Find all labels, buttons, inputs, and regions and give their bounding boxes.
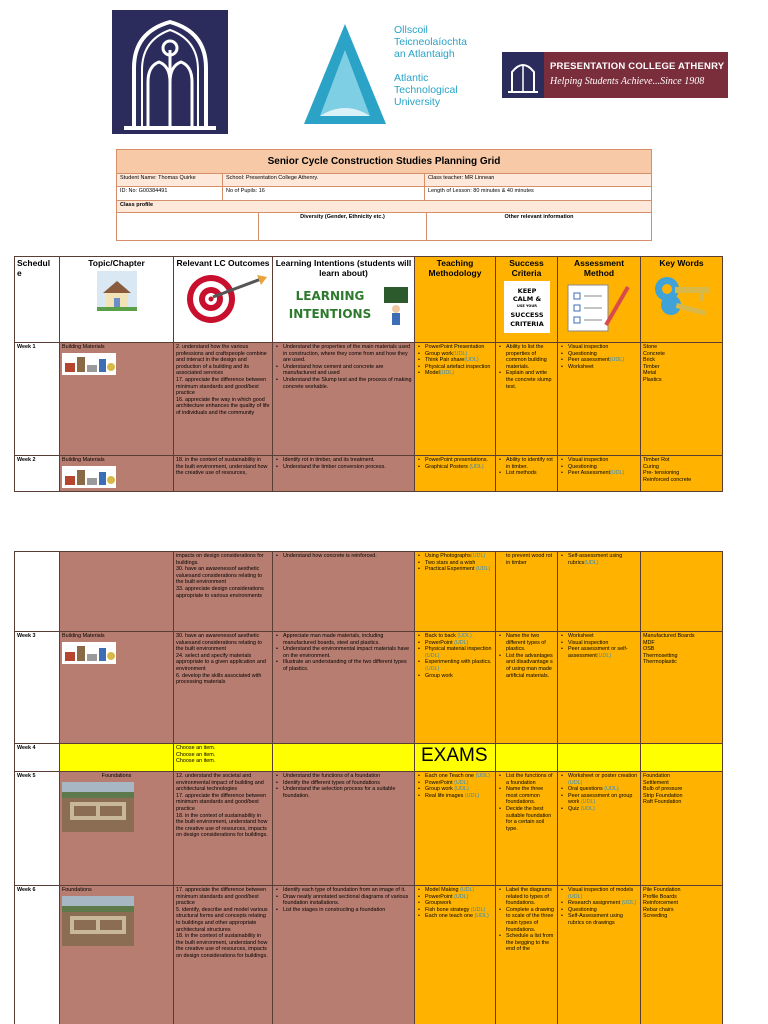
list-item: • Worksheet or poster creation (UDL) [560,773,638,786]
list-item: • Worksheet [560,364,638,371]
assessment-method-cell [558,552,641,632]
lc-outcomes-cell: 18. in the context of sustainability in the built environment, understand how the creative use of resources, [174,456,273,492]
success-criteria-cell [496,772,558,886]
assessment-method-cell [558,632,641,744]
success-criteria-cell [496,886,558,1024]
list-item: • PowerPoint presentations. [417,457,493,464]
week-label: Week 3 [15,632,60,744]
table-row [15,632,723,744]
topic-cell [60,632,174,744]
list-item: • Group work(UDL) [417,351,493,358]
lc-outcomes-cell: impacts on design considerations for buildings. 30. have an awarenessof aesthetic valuesand considerations relating to the built environment 33. appreciate design considerations appropriate to various environments [174,552,273,632]
topic-cell [60,552,174,632]
list-item: • Understand how concrete is reinforced. [275,553,412,560]
lc-outcomes-cell: Choose an item. Choose an item. Choose an item. [174,744,273,772]
success-criteria-cell [496,343,558,456]
learning-intentions-cell [273,744,415,772]
header-assessment-method: Assessment Method [558,257,641,343]
header-schedule: Schedul e [15,257,60,343]
list-item: • Visual inspection [560,344,638,351]
lc-outcomes-cell: 12. understand the societal and environmental impact of building and architectural technologies 17. appreciate the difference between minimum standards and good/best practice 18. in the context of sustainability in the built environment, understand how the creative use of resources, impacts on design considerations for buildings. [174,772,273,886]
list-item: • Ability to list the properties of common building materials. [498,344,555,370]
list-item: • Peer assessment on group work (UDL) [560,793,638,806]
exams-label: EXAMS [421,745,488,766]
topic-cell [60,772,174,886]
assessment-method-cell [558,456,641,492]
list-item: • Physical artefact inspection [417,364,493,371]
list-item: • Worksheet [560,633,638,640]
list-item: • PowerPoint (UDL) [417,894,493,901]
building-materials-thumbnail [62,466,116,488]
lc-outcomes-cell: 17. appreciate the difference between minimum standards and good/best practice 5. identify, describe and model various structural forms and concepts relating to buildings and other appropriate architectural structures 18. in the context of sustainability in the built environment, understand how the creative use of resources, impacts on design considerations for buildings. [174,886,273,1024]
list-item: • Understand the functions of a foundation [275,773,412,780]
list-item: • Understand the Slump test and the process of making concrete workable. [275,377,412,390]
learning-intentions-cell [273,456,415,492]
assessment-clipboard-icon [562,281,636,333]
topic-cell [60,886,174,1024]
list-item: • Quiz (UDL) [560,806,638,813]
topic-label: Foundations [101,773,132,779]
list-item: • Groupwork [417,900,493,907]
table-row [15,343,723,456]
topic-label: Foundations [62,887,92,893]
svg-text:INTENTIONS: INTENTIONS [288,307,371,321]
week-label: Week 2 [15,456,60,492]
atu-logo [300,20,480,130]
week-label: Week 5 [15,772,60,886]
list-item: • Questioning [560,464,638,471]
list-item: • Complete a drawing to scale of the three main types of foundations. [498,907,555,933]
learning-intentions-cell [273,343,415,456]
success-criteria-cell [496,456,558,492]
week-label: Week 4 [15,744,60,772]
teaching-methodology-cell [415,772,496,886]
list-item: • Group work [417,673,493,680]
class-profile-blank [117,213,259,240]
svg-text:KEEP: KEEP [517,287,536,295]
foundation-site-photo [62,896,134,946]
header-learning-intentions: Learning Intentions (students will learn about) LEARNING INTENTIONS [273,257,415,343]
list-item: • Real life images (UDL) [417,793,493,800]
exams-cell [415,744,496,772]
gothic-window-logo [112,10,228,134]
teaching-methodology-cell [415,343,496,456]
id-number: ID: No: G00384491 [117,187,223,200]
list-item: • Physical material inspection (UDL) [417,646,493,659]
table-header-row [15,257,723,343]
list-item: • Understand the properties of the main materials used in construction, where they come from and how they are used. [275,344,412,364]
list-item: • Draw neatly annotated sectional diagrams of various foundation installations. [275,894,412,907]
lesson-length: Length of Lesson: 80 minutes & 40 minutes [428,188,534,194]
college-tagline: Helping Students Achieve...Since 1908 [550,76,705,87]
student-name: Student Name: Thomas Quirke [117,174,223,186]
list-item: • Self-assessment using rubrics(UDL) [560,553,638,566]
learning-intentions-banner [276,281,412,327]
list-item: • Model(UDL) [417,370,493,377]
week-label: Week 6 [15,886,60,1024]
learning-intentions-cell [273,632,415,744]
key-words-cell: Manufactured Boards MDF OSB Thermosetting Thermoplastic [641,632,723,744]
topic-cell [60,343,174,456]
svg-text:CALM &: CALM & [512,295,541,303]
house-picture-icon [97,271,137,311]
list-item: • Think Pair share(UDL) [417,357,493,364]
table-row [15,744,723,772]
target-arrow-icon [177,271,269,325]
college-name: PRESENTATION COLLEGE ATHENRY [550,61,725,72]
list-item: • Peer Assessment(UDL) [560,470,638,477]
header-topic: Topic/Chapter [60,257,174,343]
svg-text:CRITERIA: CRITERIA [509,320,544,328]
key-words-cell: Pile Foundation Profile Boards Reinforcement Rebar chairs Screeding [641,886,723,1024]
topic-cell [60,456,174,492]
other-info-label: Other relevant information [504,214,574,220]
list-item: • Model Making (UDL) [417,887,493,894]
list-item: • Research assignment (UDL) [560,900,638,907]
keep-calm-success-criteria-icon [504,281,550,333]
assessment-method-cell [558,744,641,772]
teaching-methodology-cell [415,456,496,492]
planning-info-grid [116,149,652,241]
header-lc-outcomes: Relevant LC Outcomes [174,257,273,343]
assessment-method-cell [558,772,641,886]
keys-icon [649,271,715,323]
week-label: Week 1 [15,343,60,456]
list-item: • Peer assessment(UDL) [560,357,638,364]
list-item: • Ability to identify rot in timber. [498,457,555,470]
lc-outcomes-cell: 30. have an awarenessof aesthetic valuesand considerations relating to the built environment 24. select and specify materials appropriate to a given application and environment 6. develop the skills associated with processing materials [174,632,273,744]
list-item: • Self-Assessment using rubrics on drawings [560,913,638,926]
class-teacher: Class teacher: MR Linnean [428,175,495,181]
pupil-count: No of Pupils: 16 [223,187,425,200]
list-item: • PowerPoint (UDL) [417,640,493,647]
atu-triangle-icon [300,20,390,130]
list-item: • Identify rot in timber, and its treatment. [275,457,412,464]
list-item: • Fish bone strategy (UDL) [417,907,493,914]
svg-text:LEARNING: LEARNING [295,289,364,303]
key-words-cell: Stone Concrete Brick Timber Metal Plastics [641,343,723,456]
list-item: • Name the three most common foundations. [498,786,555,806]
list-item: • Explain and write the concrete slump test. [498,370,555,390]
success-criteria-cell [496,632,558,744]
assessment-method-cell [558,886,641,1024]
week-label-empty [15,552,60,632]
list-item: • Two stars and a wish [417,560,493,567]
list-item: • Experimenting with plastics. (UDL) [417,659,493,672]
list-item: • Name the two different types of plastics. [498,633,555,653]
list-item: • Schedule a list from the begging to the end of the [498,933,555,953]
list-item: • Appreciate man made materials, including manufactured boards, steel and plastics. [275,633,412,646]
table-row [15,456,723,492]
success-criteria-cell: to prevent wood rot in timber [496,552,558,632]
diversity-label: Diversity (Gender, Ethnicity etc.) [259,213,427,240]
key-words-cell [641,744,723,772]
list-item: • Oral questions (UDL) [560,786,638,793]
teaching-methodology-cell [415,632,496,744]
header-success-criteria: Success Criteria KEEP CALM & USE YOUR SUCCESS CRITERIA [496,257,558,343]
learning-intentions-cell [273,772,415,886]
list-item: • Questioning [560,907,638,914]
list-item: • Understand how cement and concrete are manufactured and used [275,364,412,377]
topic-label: Building Materials [62,344,105,350]
header-key-words: Key Words [641,257,723,343]
list-item: • Identify each type of foundation from an image of it. [275,887,412,894]
teaching-methodology-cell [415,552,496,632]
building-materials-thumbnail [62,642,116,664]
school-name: School: Presentation College Athenry. [223,174,425,186]
list-item: • Illustrate an understanding of the two different types of plastics. [275,659,412,672]
list-item: • List the stages in constructing a foundation [275,907,412,914]
class-profile: Class profile [120,202,154,208]
list-item: • Questioning [560,351,638,358]
topic-label: Building Materials [62,633,105,639]
list-item: • Each one Teach one (UDL) [417,773,493,780]
list-item: • List methods [498,470,555,477]
key-words-cell: Timber Rot Curing Pre- tensioning Reinforced concrete [641,456,723,492]
svg-text:USE YOUR: USE YOUR [516,304,537,308]
list-item: • Decide the best suitable foundation for a certain soil type. [498,806,555,832]
svg-text:SUCCESS: SUCCESS [509,311,544,319]
key-words-cell: Foundation Settlement Bulb of pressure Strip Foundation Raft Foundation [641,772,723,886]
planning-table-bottom [14,551,723,1024]
list-item: • Visual inspection of models (UDL) [560,887,638,900]
college-crest-icon [502,52,544,98]
header-teaching-methodology: Teaching Methodology [415,257,496,343]
list-item: • Group work (UDL) [417,786,493,793]
list-item: • Visual inspection [560,640,638,647]
presentation-college-logo [502,52,728,98]
atu-name: Ollscoil Teicneolaíochta an Atlantaigh Atlantic Technological University [394,24,467,108]
list-item: • Using Photographs(UDL) [417,553,493,560]
topic-label: Building Materials [62,457,105,463]
planning-title: Senior Cycle Construction Studies Planning Grid [117,150,651,174]
list-item: • PowerPoint Presentation [417,344,493,351]
learning-intentions-cell [273,552,415,632]
list-item: • Visual inspection [560,457,638,464]
topic-cell [60,744,174,772]
key-words-cell [641,552,723,632]
list-item: • Back to back (UDL) [417,633,493,640]
list-item: • Understand the timber conversion process. [275,464,412,471]
list-item: • Label the diagrams related to types of foundations. [498,887,555,907]
list-item: • Understand the selection process for a suitable foundation. [275,786,412,799]
lc-outcomes-cell: 2. understand how the various professions and craftspeople combine and interact in the design and production of a building and its associated services 17. appreciate the difference between minimum standards and good/best practice 16. appreciate the way in which good architecture enhances the quality of life of individuals and the community [174,343,273,456]
list-item: • Understand the environmental impact materials have on the environment. [275,646,412,659]
teaching-methodology-cell [415,886,496,1024]
foundation-site-photo [62,782,134,832]
success-criteria-cell [496,744,558,772]
assessment-method-cell [558,343,641,456]
table-row [15,772,723,886]
learning-intentions-cell [273,886,415,1024]
table-row [15,552,723,632]
list-item: • PowerPoint (UDL) [417,780,493,787]
gothic-arch-icon [112,10,228,134]
list-item: • Each one teach one (UDL) [417,913,493,920]
table-row [15,886,723,1024]
building-materials-thumbnail [62,353,116,375]
list-item: • Identify the different types of foundations [275,780,412,787]
list-item: • Practical Experiment (UDL) [417,566,493,573]
list-item: • Graphical Posters (UDL) [417,464,493,471]
planning-table-top [14,256,723,492]
list-item: • Peer assessment or self-assessment(UDL) [560,646,638,659]
list-item: • List the advantages and disadvantage s of using man made artificial materials. [498,653,555,679]
list-item: • List the functions of a foundation [498,773,555,786]
